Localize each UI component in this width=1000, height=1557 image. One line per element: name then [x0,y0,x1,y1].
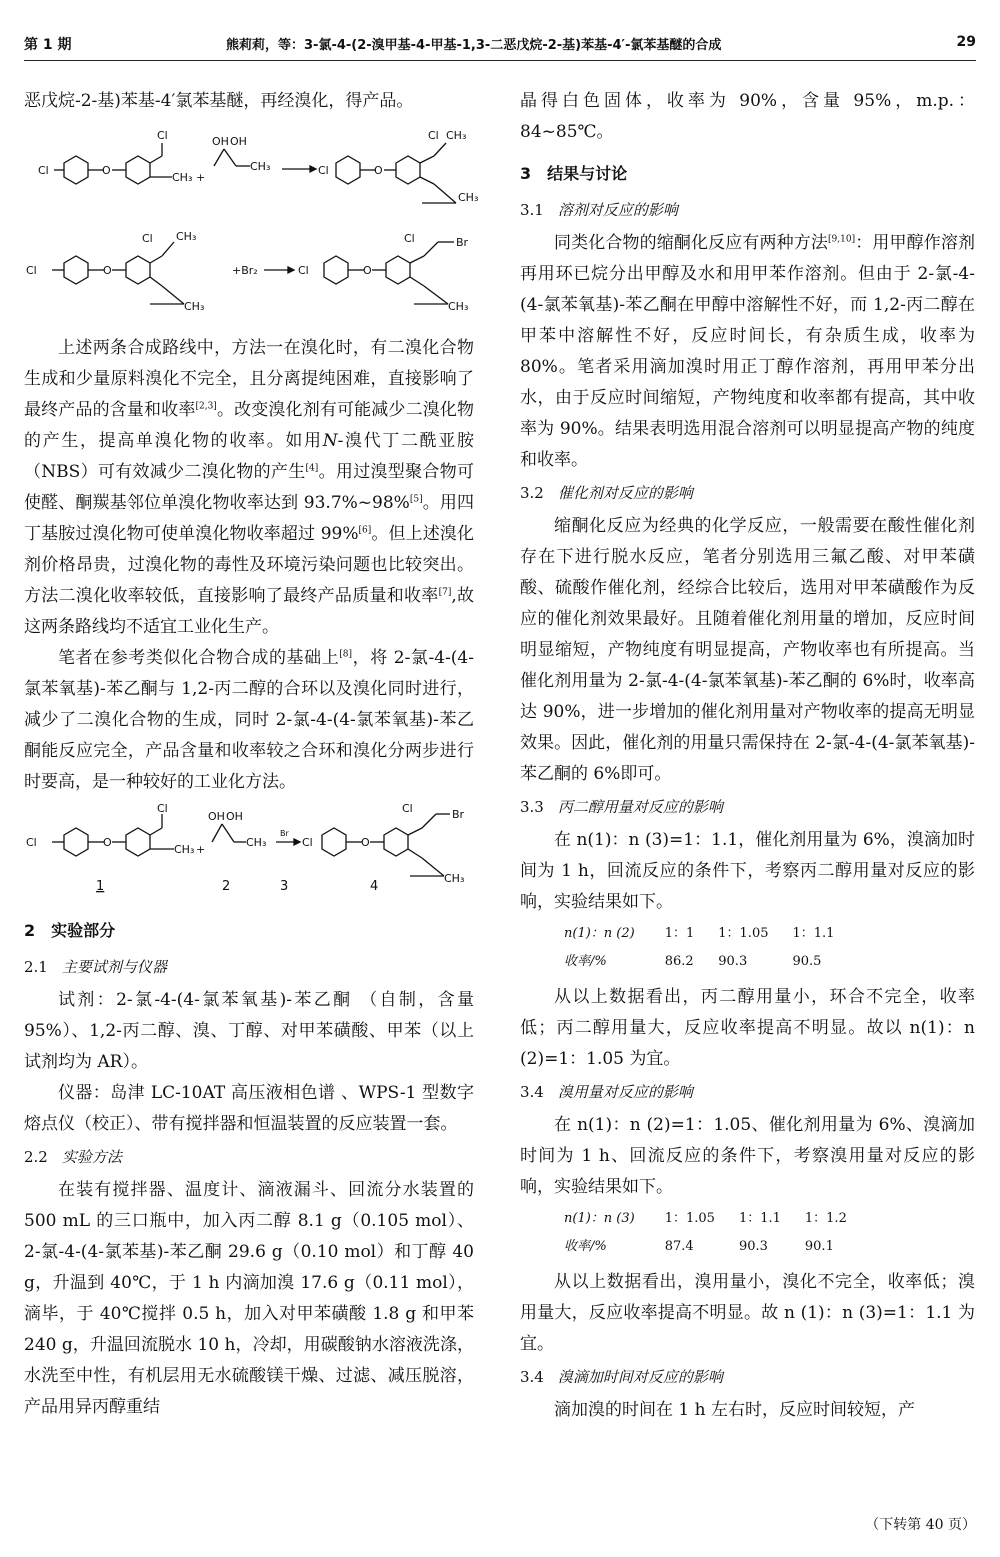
compound-number: 2 [222,879,231,894]
text: ,故这两条路线均不适宜工业化生产。 [24,586,475,637]
text: ，将 2-氯-4-(4-氯苯氧基)-苯乙酮与 1,2-丙二醇的合环以及溴化同时进行，减少了二溴化合物的生成，同时 2-氯-4-(4-氯苯氧基)-苯乙酮能反应完全，产品含量和收率较之合环和溴化分两步进行时要高，是一种较好的工业化方法。 [24,648,474,792]
table-cell: 1：1.05 [718,926,769,941]
compound-number: 3 [280,879,289,894]
label-cl: Cl [26,836,37,849]
paragraph [24,643,474,798]
label-br: Br [280,829,289,838]
citation: [9,10] [828,234,856,245]
label-o: O [102,164,111,177]
table-cell: n(1)：n (3) [564,1211,635,1226]
label-plus: + [196,843,206,856]
label-cl: Cl [38,164,49,177]
label-cl: Cl [157,129,168,142]
left-column [24,86,479,1423]
section-number: 3.4 [520,1368,544,1386]
section-number: 3.1 [520,201,544,219]
table-cell: 1：1.05 [664,1211,715,1226]
page-number: 29 [956,34,976,50]
header-rule [24,60,976,61]
label-ch3: CH₃ [246,836,267,849]
text: 同类化合物的缩酮化反应有两种方法 [554,233,829,253]
table-cell: 1：1.1 [792,926,835,941]
table-row [564,920,858,948]
table-cell: 86.2 [664,954,694,969]
article-title: 熊莉莉，等：3-氯-4-(2-溴甲基-4-甲基-1,3-二恶戊烷-2-基)苯基-4′-氯苯基醚的合成 [226,38,722,53]
label-ch3: CH₃ [250,160,271,173]
table-cell: 1：1.2 [804,1211,847,1226]
section-number: 3.4 [520,1083,544,1101]
label-ch3: CH₃ [176,230,197,243]
paragraph: 从以上数据看出，溴用量小，溴化不完全，收率低；溴用量大，反应收率提高不明显。故 n (1)：n (3)=1：1.1 为宜。 [520,1272,975,1354]
subsection-heading [520,792,975,823]
compound-number: 1 [96,879,105,894]
paragraph: 在 n(1)：n (3)=1：1.1，催化剂用量为 6%，溴滴加时间为 1 h，回流反应的条件下，考察丙二醇用量对反应的影响，实验结果如下。 [520,830,975,912]
label-o: O [103,836,112,849]
label-br: Br [452,808,465,821]
paragraph: 在装有搅拌器、温度计、滴液漏斗、回流分水装置的 500 mL 的三口瓶中，加入丙二醇 8.1 g（0.105 mol）、2-氯-4-(4-氯苯基)-苯乙酮 29.6 g（0.10 mol）和丁醇 40 g，升温到 40℃，于 1 h 内滴加溴 17.6 g（0.11 mol），滴毕，于 40℃搅拌 0.5 h，加入对甲苯磺酸 1.8 g 和甲苯 240 g，升温回流脱水 10 h，冷却，用碳酸钠水溶液洗涤，水洗至中性，有机层用无水硫酸镁干燥、过滤、减压脱溶，产品用异丙醇重结 [24,1180,474,1417]
citation: [4] [305,463,319,474]
table-cell: 收率/% [564,954,607,969]
table-cell: 收率/% [564,1239,607,1254]
subsection-heading [520,478,975,509]
label-oh: OH [212,135,229,148]
text: -溴代丁二酰亚胺（NBS）可有效减少二溴化物的产生 [24,431,475,482]
paragraph: 滴加溴的时间在 1 h 左右时，反应时间较短，产 [554,1400,915,1420]
section-heading: 3 结果与讨论 [520,164,628,183]
paragraph: 在 n(1)：n (2)=1：1.05、催化剂用量为 6%、溴滴加时间为 1 h、回流反应的条件下，考察溴用量对反应的影响，实验结果如下。 [520,1115,975,1197]
continuation-note: （下转第 40 页） [865,1517,976,1533]
citation: [7] [438,587,452,598]
paragraph [24,333,474,643]
subsection-heading [520,1077,975,1108]
citation: [8] [339,649,353,660]
table-cell: 87.4 [664,1239,694,1254]
text: 。用过溴型聚合物可使醛、酮羰基邻位单溴化物收率达到 93.7%~98% [24,462,475,513]
text: 。用四丁基胺过溴化物可使单溴化物收率超过 99% [24,493,474,544]
text: ：用甲醇作溶剂再用环已烷分出甲醇及水和用甲苯作溶剂。但由于 2-氯-4-(4-氯苯氧基)-苯乙酮在甲醇中溶解性不好，而 1,2-丙二醇在甲苯中溶解性不好，反应时间长，有杂质生成，收率为 80%。笔者采用滴加溴时用正丁醇作溶剂，再用甲苯分出水，由于反应时间缩短，产物纯度和收率都有提高，其中收率为 90%。结果表明选用混合溶剂可以明显提高产物的纯度和收率。 [520,233,976,470]
results-table-2 [564,1205,871,1261]
citation: [5] [409,494,423,505]
paragraph: 晶得白色固体，收率为 90%，含量 95%，m.p.：84~85℃。 [520,91,975,142]
label-oh: OH [208,810,225,823]
label-oh: OH [230,135,247,148]
paragraph [520,228,975,476]
label-cl: Cl [402,802,413,815]
label-ch3: CH₃ [458,191,479,204]
label-cl: Cl [26,264,37,277]
paragraph: 试剂：2-氯-4-(4-氯苯氧基)-苯乙酮 （自制，含量 95%）、1,2-丙二醇、溴、丁醇、对甲苯磺酸、甲苯（以上试剂均为 AR）。 [24,990,474,1072]
subsection-heading [520,1362,975,1393]
table-row [564,948,858,976]
section-heading: 2 实验部分 [24,921,116,940]
label-oh: OH [226,810,243,823]
label-o: O [361,836,370,849]
text: 上述两条合成路线中，方法一在溴化时，有二溴化合物生成和少量原料溴化不完全，且分离提纯困难，直接影响了最终产品的含量和收率 [24,338,474,420]
label-cl: Cl [157,802,168,815]
label-plus: + [196,171,206,184]
table-cell: n(1)：n (2) [564,926,635,941]
label-cl: Cl [298,264,309,277]
section-title: 溴滴加时间对反应的影响 [557,1368,723,1386]
label-ch3: CH₃ [174,843,195,856]
table-cell: 1：1.1 [738,1211,781,1226]
running-header [24,30,976,56]
section-title: 溴用量对反应的影响 [557,1083,693,1101]
label-cl: Cl [428,129,439,142]
label-cl: Cl [302,836,313,849]
label-o: O [374,164,383,177]
label-o: O [103,264,112,277]
section-title: 丙二醇用量对反应的影响 [557,798,723,816]
section-number: 3.2 [520,484,544,502]
reaction-scheme-2 [24,230,474,318]
table-cell: 1：1 [664,926,695,941]
section-title: 溶剂对反应的影响 [557,201,678,219]
subsection-heading [520,195,975,226]
text: N [322,431,338,451]
label-cl: Cl [318,164,329,177]
issue-number: 第 1 期 [24,37,72,53]
citation: [2,3] [195,401,217,412]
table-cell: 90.5 [792,954,822,969]
results-table-1 [564,920,858,976]
paragraph: 从以上数据看出，丙二醇用量小，环合不完全，收率低；丙二醇用量大，反应收率提高不明显。故以 n(1)：n (2)=1：1.05 为宜。 [520,987,975,1069]
text: 。但上述溴化剂价格昂贵，过溴化物的毒性及环境污染问题也比较突出。方法二溴化收率较低，直接影响了最终产品质量和收率 [24,524,474,606]
table-cell: 90.3 [738,1239,768,1254]
label-ch3: CH₃ [444,872,465,885]
table-row [564,1205,871,1233]
paragraph: 仪器：岛津 LC-10AT 高压液相色谱 、WPS-1 型数字熔点仪（校正）、带有搅拌器和恒温装置的反应装置一套。 [24,1083,474,1134]
text: 。改变溴化剂有可能减少二溴化物的产生，提高单溴化物的收率。如用 [24,400,475,451]
table-cell: 90.3 [718,954,748,969]
subsection-heading [24,952,474,983]
label-ch3: CH₃ [448,300,469,313]
compound-number: 4 [370,879,379,894]
label-o: O [363,264,372,277]
label-ch3: CH₃ [446,129,467,142]
table-row [564,1233,871,1261]
label-cl: Cl [404,232,415,245]
reaction-scheme-3 [24,802,474,894]
citation: [6] [358,525,372,536]
label-br: Br [456,236,469,249]
section-title: 实验方法 [61,1148,122,1166]
label-ch3: CH₃ [184,300,205,313]
section-title: 主要试剂与仪器 [61,958,167,976]
section-title: 催化剂对反应的影响 [557,484,693,502]
reaction-scheme-1 [24,121,479,211]
section-number: 2.2 [24,1148,48,1166]
paragraph: 缩酮化反应为经典的化学反应，一般需要在酸性催化剂存在下进行脱水反应，笔者分别选用三氟乙酸、对甲苯磺酸、硫酸作催化剂，经综合比较后，选用对甲苯磺酸作为反应的催化剂效果最好。且随着催化剂用量的增加，反应时间明显缩短，产物纯度有明显提高，产物收率也有所提高。当催化剂用量为 2-氯-4-(4-氯苯氧基)-苯乙酮的 6%时，收率高达 90%，进一步增加的催化剂用量对产物收率的提高无明显效果。因此，催化剂的用量只需保持在 2-氯-4-(4-氯苯氧基)-苯乙酮的 6%即可。 [520,516,975,784]
table-cell: 90.1 [804,1239,834,1254]
right-column [520,86,975,1426]
text: 笔者在参考类似化合物合成的基础上 [58,648,340,668]
label-br2: +Br₂ [232,264,258,277]
label-cl: Cl [142,232,153,245]
section-number: 3.3 [520,798,544,816]
paragraph: 恶戊烷-2-基)苯基-4′氯苯基醚，再经溴化，得产品。 [24,91,414,111]
subsection-heading [24,1142,474,1173]
section-number: 2.1 [24,958,48,976]
label-ch3: CH₃ [172,171,193,184]
